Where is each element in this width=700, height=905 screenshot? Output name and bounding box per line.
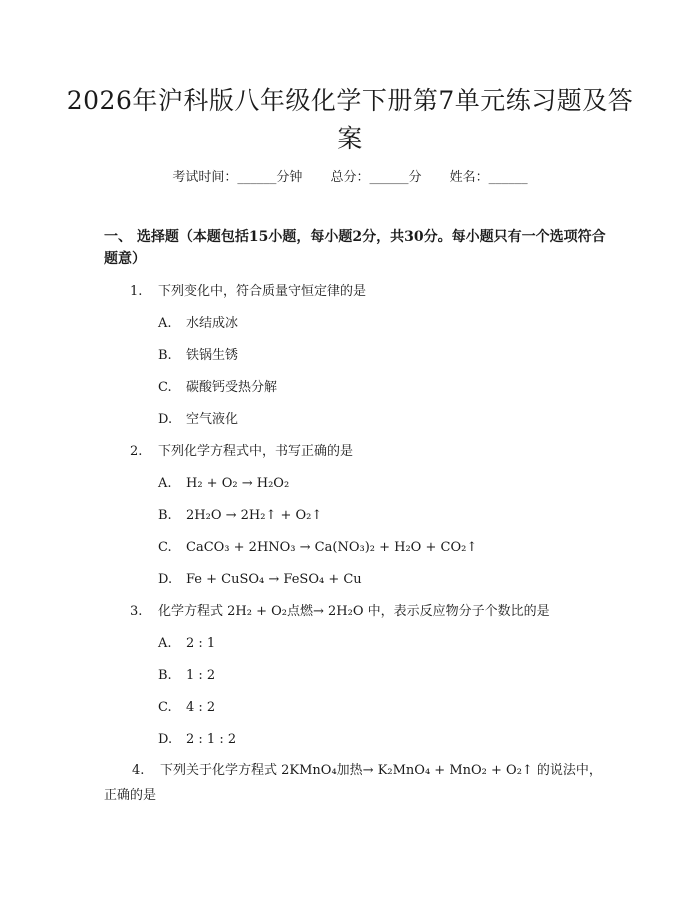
question-1 <box>130 282 366 302</box>
option-2c <box>158 538 477 558</box>
total-score: 总分：______分 <box>330 170 422 185</box>
option-text: 1 : 2 <box>186 668 216 683</box>
option-text: 4 : 2 <box>186 700 216 715</box>
option-letter: B. <box>158 348 172 363</box>
page-title: 2026年沪科版八年级化学下册第7单元练习题及答案 <box>66 86 634 153</box>
option-text: H₂ + O₂ → H₂O₂ <box>186 476 290 491</box>
question-number: 3. <box>130 604 143 619</box>
question-number: 1. <box>130 284 143 299</box>
question-3 <box>130 602 550 622</box>
option-1a <box>158 314 238 334</box>
question-2 <box>130 442 353 462</box>
option-1c <box>158 378 277 398</box>
option-3d <box>158 730 236 750</box>
option-letter: B. <box>158 668 172 683</box>
option-3c <box>158 698 215 718</box>
option-text: 2 : 1 : 2 <box>186 732 237 747</box>
option-letter: D. <box>158 572 173 587</box>
question-text: 下列关于化学方程式 2KMnO₄加热→ K₂MnO₄ + MnO₂ + O₂↑ 的说法中，正确的是 <box>104 763 602 803</box>
option-letter: A. <box>158 476 172 491</box>
option-letter: D. <box>158 732 173 747</box>
option-letter: D. <box>158 412 173 427</box>
option-text: 铁锅生锈 <box>186 348 239 363</box>
option-letter: C. <box>158 380 172 395</box>
exam-time: 考试时间：______分钟 <box>172 170 303 185</box>
question-4 <box>104 758 610 808</box>
question-number: 4. <box>132 763 145 778</box>
section-heading: 一、 选择题（本题包括15小题，每小题2分，共30分。每小题只有一个选项符合题意） <box>104 229 606 267</box>
option-3a <box>158 634 215 654</box>
option-2a <box>158 474 289 494</box>
question-text: 下列变化中，符合质量守恒定律的是 <box>158 284 367 299</box>
option-2b <box>158 506 322 526</box>
option-letter: C. <box>158 540 172 555</box>
option-3b <box>158 666 215 686</box>
option-1b <box>158 346 238 366</box>
exam-meta <box>0 168 700 188</box>
option-text: CaCO₃ + 2HNO₃ → Ca(NO₃)₂ + H₂O + CO₂↑ <box>186 540 478 555</box>
option-1d <box>158 410 238 430</box>
option-letter: C. <box>158 700 172 715</box>
option-text: 2H₂O → 2H₂↑ + O₂↑ <box>186 508 323 523</box>
option-letter: A. <box>158 316 172 331</box>
option-text: Fe + CuSO₄ → FeSO₄ + Cu <box>186 572 362 587</box>
option-2d <box>158 570 362 590</box>
option-text: 空气液化 <box>186 412 239 427</box>
question-number: 2. <box>130 444 143 459</box>
student-name: 姓名：______ <box>449 170 528 185</box>
question-text: 化学方程式 2H₂ + O₂点燃→ 2H₂O 中，表示反应物分子个数比的是 <box>158 604 550 619</box>
question-text: 下列化学方程式中，书写正确的是 <box>158 444 354 459</box>
option-text: 碳酸钙受热分解 <box>186 380 278 395</box>
option-letter: A. <box>158 636 172 651</box>
option-text: 2 : 1 <box>186 636 216 651</box>
option-letter: B. <box>158 508 172 523</box>
option-text: 水结成冰 <box>186 316 239 331</box>
